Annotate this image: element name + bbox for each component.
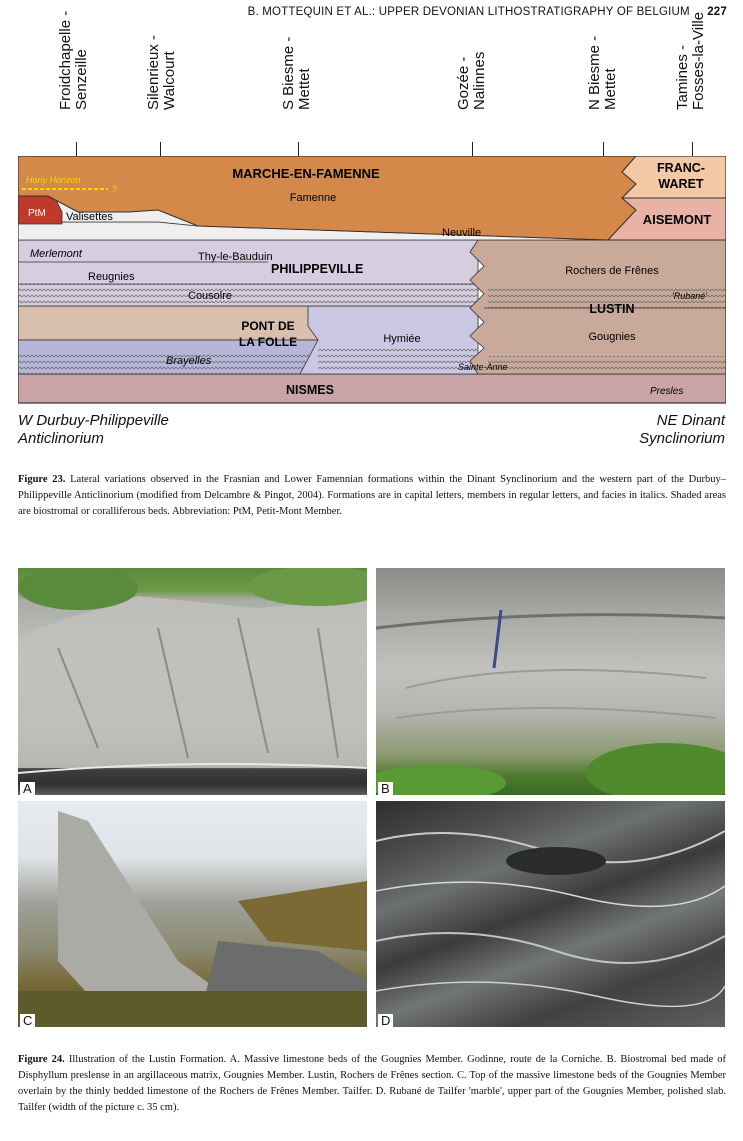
merlemont-label: Merlemont (30, 248, 82, 260)
cousolre-label: Cousolre (188, 290, 233, 302)
location-text: Tamines - Fosses-la-Ville (674, 11, 707, 110)
panel-letter-a: A (20, 782, 35, 795)
pont-de-la-folle-label: PONT DE LA FOLLE (238, 319, 298, 349)
hony-query: ? (112, 184, 118, 194)
photo-c-illustration (18, 801, 367, 1027)
sainte-anne-hatch (318, 349, 478, 371)
panel-letter-d: D (378, 1014, 393, 1027)
panel-letter-c: C (20, 1014, 35, 1027)
photo-d-illustration (376, 801, 725, 1027)
sainte-anne-label: Sainte-Anne (458, 362, 508, 372)
location-tick (603, 142, 604, 156)
location-text: Gozée - Nalinnes (455, 51, 488, 110)
photo-b-illustration (376, 568, 725, 795)
cousolre-hatch (18, 284, 478, 304)
marche-en-famenne-label: MARCHE-EN-FAMENNE (232, 166, 380, 181)
location-label (456, 30, 496, 142)
figure-23-caption-text: Lateral variations observed in the Frasnian and Lower Famennian formations within the Dinant Synclinorium and the western part of the Durbuy–Philippeville Anticlinorium (modified from Delcambre & Pingot, 2004). Formations are in capital letters, members in regular letters, and facies in italics. Shaded areas are biostromal or coralliferous beds. Abbreviation: PtM, Petit-Mont Member. (18, 474, 726, 517)
panel-letter-b: B (378, 782, 393, 795)
figure-24-caption (18, 1052, 726, 1116)
reugnies-label: Reugnies (88, 271, 135, 283)
location-label (587, 30, 627, 142)
lustin-label: LUSTIN (589, 302, 635, 316)
rochers-label: Rochers de Frênes (565, 265, 659, 277)
gougnies-hatch (488, 356, 726, 372)
location-label (146, 30, 186, 142)
page-number: 227 (707, 6, 727, 18)
hymiee-label: Hymiée (383, 333, 421, 345)
location-tick (160, 142, 161, 156)
location-text: S Biesme - Mettet (280, 36, 313, 110)
franc-waret-label: FRANC-WARET (657, 161, 705, 191)
photo-panel-d (376, 801, 725, 1027)
location-tick (298, 142, 299, 156)
figure-23-caption (18, 472, 726, 520)
location-text: Froidchapelle - Senzeille (57, 10, 90, 110)
neuville-label: Neuville (442, 227, 482, 239)
running-title: B. MOTTEQUIN ET AL.: UPPER DEVONIAN LITHOSTRATIGRAPHY OF BELGIUM (247, 6, 690, 18)
gougnies-label: Gougnies (588, 331, 636, 343)
philippeville-label: PHILIPPEVILLE (271, 262, 364, 276)
figure-24-caption-label: Figure 24. (18, 1054, 65, 1065)
location-label (674, 11, 715, 142)
photo-panel-b (376, 568, 725, 795)
nismes-formation (18, 374, 726, 403)
rubane-label: 'Rubané' (672, 291, 707, 301)
nismes-label: NISMES (286, 383, 334, 397)
location-text: Silenrieux - Walcourt (145, 34, 178, 110)
presles-label: Presles (650, 386, 684, 397)
location-label (57, 10, 98, 142)
figure-24-caption-text: Illustration of the Lustin Formation. A. Massive limestone beds of the Gougnies Member. Godinne, route de la Corniche. B. Biostromal bed made of Disphyllum preslense in an argillaceous matrix, Gougnies Member. Lustin, Rochers de Frênes section. C. Top of the massive limestone beds of the Gougnies Member overlain by the thinly bedded limestone of the Rochers de Frênes Member. Tailfer. D. Rubané de Tailfer 'marble', upper part of the Gougnies Member, polished slab. Tailfer (width of the picture c. 35 cm). (18, 1054, 726, 1113)
ptm-label: PtM (28, 208, 46, 219)
photo-panel-c (18, 801, 367, 1027)
location-tick (472, 142, 473, 156)
stratigraphic-diagram (18, 156, 726, 404)
location-tick (692, 142, 693, 156)
location-text: N Biesme - Mettet (586, 35, 619, 110)
photo-a-illustration (18, 568, 367, 795)
brayelles-label: Brayelles (166, 355, 212, 367)
location-label (281, 30, 321, 142)
famenne-label: Famenne (289, 192, 337, 204)
thy-label: Thy-le-Bauduin (198, 251, 273, 263)
region-east: NE Dinant Synclinorium (639, 412, 725, 447)
figure-23-caption-label: Figure 23. (18, 474, 66, 485)
hony-horizon-label: Hony Horizon (26, 175, 81, 185)
valisettes-label: Valisettes (66, 211, 113, 223)
region-west: W Durbuy-Philippeville Anticlinorium (18, 412, 169, 447)
location-tick (76, 142, 77, 156)
photo-panel-a (18, 568, 367, 795)
aisemont-label: AISEMONT (642, 212, 712, 227)
